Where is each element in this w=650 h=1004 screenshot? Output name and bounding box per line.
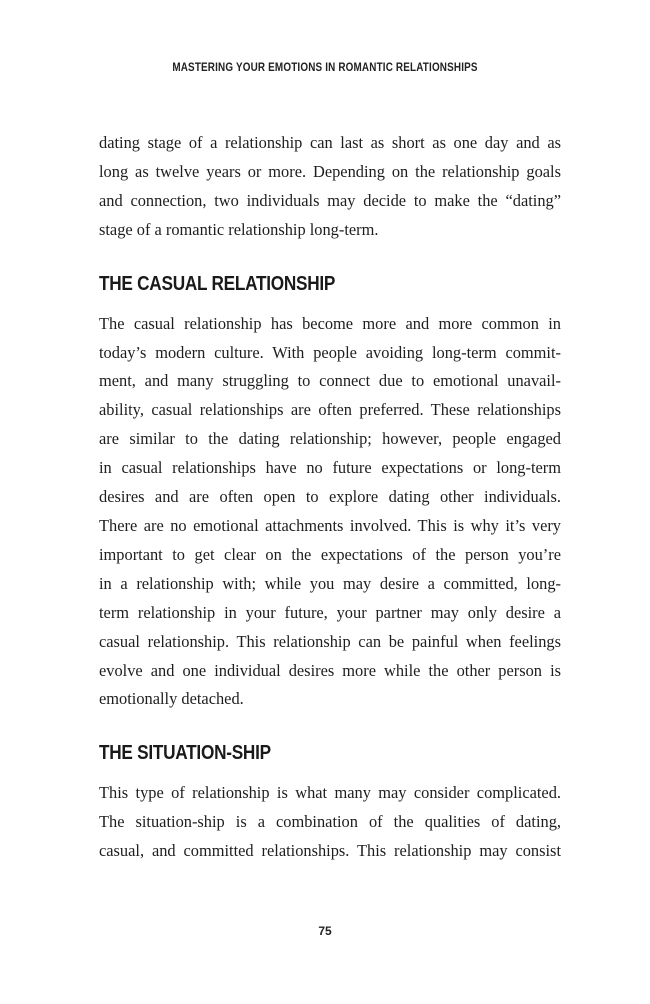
text-line: in casual relationships have no future expectations or long-term <box>99 458 561 478</box>
text-line: important to get clear on the expectations of the person you’re <box>99 544 561 564</box>
text-line: ment, and many struggling to connect due to emotional unavail- <box>99 371 561 391</box>
text-line: dating stage of a relationship can last as short as one day and as <box>99 133 561 152</box>
text-line: desires and are often open to explore dating other individuals. <box>99 487 561 507</box>
page-body <box>99 129 561 866</box>
page-number: 75 <box>318 924 332 938</box>
text-line: term relationship in your future, your partner may only desire a <box>99 602 561 622</box>
paragraph-situation-ship <box>99 779 561 866</box>
text-line: The situation-ship is a combination of the qualities of dating, <box>99 812 561 832</box>
text-line: today’s modern culture. With people avoiding long-term commit- <box>99 342 561 362</box>
text-line: evolve and one individual desires more while the other person is <box>99 660 561 680</box>
text-line: are similar to the dating relationship; however, people engaged <box>99 429 561 449</box>
paragraph-dating-stage <box>99 129 561 245</box>
text-line: casual, and committed relationships. This relationship may consist <box>99 841 561 861</box>
text-line: and connection, two individuals may decide to make the “dating” <box>99 190 561 210</box>
text-line: There are no emotional attachments involved. This is why it’s very <box>99 515 561 535</box>
text-line: The casual relationship has become more and more common in <box>99 313 561 333</box>
text-line: casual relationship. This relationship can be painful when feelings <box>99 631 561 651</box>
paragraph-casual-relationship <box>99 310 561 715</box>
section-heading-situation-ship: THE SITUATION-SHIP <box>99 742 271 765</box>
section-heading-casual-relationship: THE CASUAL RELATIONSHIP <box>99 272 336 295</box>
text-line: long as twelve years or more. Depending on the relationship goals <box>99 161 561 181</box>
text-line: This type of relationship is what many may consider complicated. <box>99 783 561 803</box>
text-line: ability, casual relationships are often preferred. These relationships <box>99 400 561 420</box>
text-line: in a relationship with; while you may desire a committed, long- <box>99 573 561 593</box>
running-head-title: MASTERING YOUR EMOTIONS IN ROMANTIC RELATIONSHIPS <box>172 62 478 74</box>
text-line: stage of a romantic relationship long-term. <box>99 219 379 239</box>
text-line: emotionally detached. <box>99 689 244 709</box>
